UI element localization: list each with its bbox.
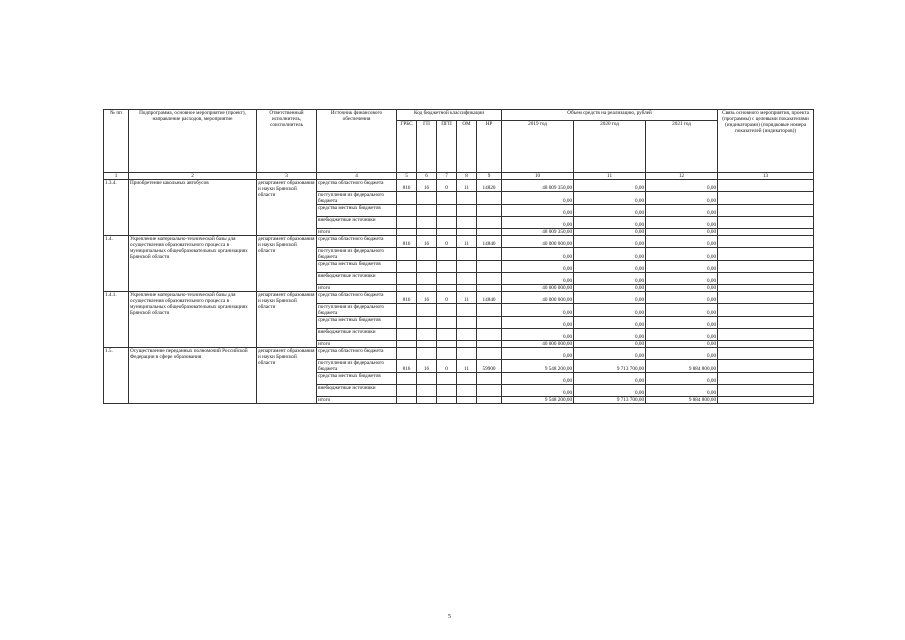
source-label: средства местных бюджетов — [317, 317, 397, 329]
amount-2021: 0,00 — [646, 373, 718, 385]
header-source: Источник финансового обеспечения — [317, 110, 397, 173]
kbk-grbs: 816 — [397, 236, 417, 248]
kbk-nr: 14820 — [477, 180, 502, 192]
source-label: средства местных бюджетов — [317, 261, 397, 273]
kbk-pgp — [437, 261, 457, 273]
kbk-pgp — [437, 317, 457, 329]
header-year-2019: 2019 год — [502, 121, 574, 173]
kbk-om — [457, 373, 477, 385]
kbk-pgp — [437, 397, 457, 404]
source-label: средства местных бюджетов — [317, 205, 397, 217]
col-number: 9 — [477, 173, 502, 180]
amount-2021: 0,00 — [646, 192, 718, 205]
header-year-2021: 2021 год — [646, 121, 718, 173]
amount-2019: 0,00 — [502, 373, 574, 385]
source-label: итого — [317, 229, 397, 236]
kbk-om: 11 — [457, 360, 477, 373]
source-label: поступления из федерального бюджета — [317, 304, 397, 317]
kbk-pgp: 0 — [437, 292, 457, 304]
source-label: итого — [317, 397, 397, 404]
kbk-nr — [477, 348, 502, 360]
kbk-grbs — [397, 373, 417, 385]
section-executor: департамент образования и науки Брянской области — [257, 292, 317, 348]
indicator-link — [718, 373, 814, 385]
kbk-om — [457, 329, 477, 341]
amount-2021: 0,00 — [646, 292, 718, 304]
kbk-nr — [477, 397, 502, 404]
kbk-gp — [417, 329, 437, 341]
kbk-nr — [477, 273, 502, 285]
amount-2020: 0,00 — [574, 304, 646, 317]
kbk-grbs: 816 — [397, 360, 417, 373]
kbk-pgp — [437, 385, 457, 397]
kbk-grbs — [397, 273, 417, 285]
kbk-om — [457, 273, 477, 285]
kbk-gp — [417, 304, 437, 317]
kbk-om — [457, 317, 477, 329]
indicator-link — [718, 397, 814, 404]
indicator-link — [718, 217, 814, 229]
amount-2021: 0,00 — [646, 205, 718, 217]
header-gp: ГП — [417, 121, 437, 173]
total-2019: 40 000 000,00 — [502, 285, 574, 292]
indicator-link — [718, 205, 814, 217]
amount-2019: 0,00 — [502, 317, 574, 329]
source-label: итого — [317, 341, 397, 348]
kbk-om — [457, 248, 477, 261]
amount-2021: 9 884 800,00 — [646, 360, 718, 373]
kbk-om — [457, 341, 477, 348]
source-label: средства местных бюджетов — [317, 373, 397, 385]
kbk-pgp — [437, 373, 457, 385]
header-pgp: ПГП — [437, 121, 457, 173]
amount-2020: 0,00 — [574, 205, 646, 217]
kbk-om — [457, 192, 477, 205]
indicator-link — [718, 385, 814, 397]
section-name: Укрепление материально-технической базы для осуществления образовательного процесса в муниципальных общеобразовательных организациях Брянской области — [129, 236, 257, 292]
section-source-row — [104, 236, 814, 248]
header-kbk: Код бюджетной классификации — [397, 110, 502, 121]
kbk-pgp — [437, 192, 457, 205]
kbk-pgp — [437, 217, 457, 229]
col-number: 4 — [317, 173, 397, 180]
section-number: 1.3.4. — [104, 180, 129, 236]
kbk-nr: 14840 — [477, 292, 502, 304]
amount-2019: 40 000 000,00 — [502, 292, 574, 304]
source-label: поступления из федерального бюджета — [317, 248, 397, 261]
kbk-grbs — [397, 329, 417, 341]
total-2021: 0,00 — [646, 229, 718, 236]
source-label: поступления из федерального бюджета — [317, 360, 397, 373]
section-executor: департамент образования и науки Брянской области — [257, 180, 317, 236]
header-num: № пп — [104, 110, 129, 173]
amount-2021: 0,00 — [646, 248, 718, 261]
amount-2019: 0,00 — [502, 273, 574, 285]
amount-2021: 0,00 — [646, 261, 718, 273]
kbk-nr — [477, 192, 502, 205]
amount-2021: 0,00 — [646, 217, 718, 229]
amount-2019: 0,00 — [502, 304, 574, 317]
source-label: средства областного бюджета — [317, 236, 397, 248]
header-grbs: ГРБС — [397, 121, 417, 173]
kbk-nr — [477, 385, 502, 397]
kbk-gp: 16 — [417, 360, 437, 373]
kbk-grbs — [397, 192, 417, 205]
header-om: ОМ — [457, 121, 477, 173]
kbk-gp — [417, 192, 437, 205]
indicator-link — [718, 341, 814, 348]
kbk-grbs — [397, 341, 417, 348]
kbk-gp — [417, 285, 437, 292]
indicator-link — [718, 348, 814, 360]
source-label: внебюджетные источники — [317, 329, 397, 341]
amount-2021: 0,00 — [646, 348, 718, 360]
kbk-om — [457, 304, 477, 317]
table-body — [104, 180, 814, 404]
kbk-om — [457, 205, 477, 217]
kbk-pgp — [437, 304, 457, 317]
kbk-gp — [417, 348, 437, 360]
kbk-pgp: 0 — [437, 180, 457, 192]
source-label: итого — [317, 285, 397, 292]
amount-2019: 0,00 — [502, 217, 574, 229]
amount-2020: 0,00 — [574, 192, 646, 205]
total-2019: 40 000 000,00 — [502, 341, 574, 348]
total-2021: 0,00 — [646, 341, 718, 348]
kbk-pgp — [437, 273, 457, 285]
kbk-grbs — [397, 385, 417, 397]
col-number: 3 — [257, 173, 317, 180]
amount-2019: 0,00 — [502, 329, 574, 341]
kbk-nr — [477, 217, 502, 229]
source-label: внебюджетные источники — [317, 217, 397, 229]
col-number: 1 — [104, 173, 129, 180]
kbk-om — [457, 229, 477, 236]
indicator-link — [718, 261, 814, 273]
kbk-nr — [477, 304, 502, 317]
source-label: средства областного бюджета — [317, 180, 397, 192]
kbk-pgp — [437, 248, 457, 261]
kbk-om — [457, 385, 477, 397]
kbk-pgp: 0 — [437, 236, 457, 248]
kbk-pgp: 0 — [437, 360, 457, 373]
amount-2020: 0,00 — [574, 348, 646, 360]
kbk-gp — [417, 205, 437, 217]
column-numbers-row — [104, 173, 814, 180]
section-executor: департамент образования и науки Брянской области — [257, 236, 317, 292]
indicator-link — [718, 273, 814, 285]
amount-2019: 0,00 — [502, 192, 574, 205]
amount-2020: 0,00 — [574, 217, 646, 229]
section-source-row — [104, 348, 814, 360]
indicator-link — [718, 360, 814, 373]
kbk-gp — [417, 261, 437, 273]
kbk-grbs — [397, 205, 417, 217]
amount-2020: 0,00 — [574, 248, 646, 261]
indicator-link — [718, 236, 814, 248]
amount-2020: 0,00 — [574, 373, 646, 385]
source-label: внебюджетные источники — [317, 273, 397, 285]
header-link: Связь основного мероприятия, проекта (программы) с целевыми показателями (индикаторами) (порядковые номера показателей (индикаторов)) — [718, 110, 814, 173]
section-name: Приобретение школьных автобусов — [129, 180, 257, 236]
indicator-link — [718, 192, 814, 205]
section-name: Укрепление материально-технической базы для осуществления образовательного процесса в муниципальных общеобразовательных организациях Брянской области — [129, 292, 257, 348]
kbk-grbs: 816 — [397, 292, 417, 304]
amount-2019: 9 548 200,00 — [502, 360, 574, 373]
amount-2021: 0,00 — [646, 329, 718, 341]
kbk-nr — [477, 317, 502, 329]
kbk-gp — [417, 217, 437, 229]
section-executor: департамент образования и науки Брянской области — [257, 348, 317, 404]
kbk-nr — [477, 285, 502, 292]
section-number: 1.4. — [104, 236, 129, 292]
kbk-grbs — [397, 348, 417, 360]
kbk-nr — [477, 205, 502, 217]
col-number: 11 — [574, 173, 646, 180]
total-2019: 9 548 200,00 — [502, 397, 574, 404]
amount-2020: 0,00 — [574, 292, 646, 304]
header-nr: НР — [477, 121, 502, 173]
kbk-nr: 59900 — [477, 360, 502, 373]
section-number: 1.4.1. — [104, 292, 129, 348]
amount-2021: 0,00 — [646, 273, 718, 285]
amount-2019: 40 000 000,00 — [502, 236, 574, 248]
amount-2019: 0,00 — [502, 385, 574, 397]
kbk-gp — [417, 397, 437, 404]
amount-2021: 0,00 — [646, 236, 718, 248]
kbk-grbs — [397, 397, 417, 404]
indicator-link — [718, 292, 814, 304]
amount-2021: 0,00 — [646, 304, 718, 317]
header-volume: Объем средств на реализацию, рублей — [502, 110, 718, 121]
budget-table — [103, 109, 814, 404]
indicator-link — [718, 285, 814, 292]
amount-2021: 0,00 — [646, 180, 718, 192]
amount-2019: 0,00 — [502, 248, 574, 261]
kbk-om — [457, 217, 477, 229]
kbk-om — [457, 261, 477, 273]
kbk-grbs — [397, 248, 417, 261]
kbk-om: 11 — [457, 236, 477, 248]
total-2020: 9 713 700,00 — [574, 397, 646, 404]
header-year-2020: 2020 год — [574, 121, 646, 173]
kbk-gp — [417, 317, 437, 329]
header-name: Подпрограмма, основное мероприятие (проект), направление расходов, мероприятие — [129, 110, 257, 173]
section-source-row — [104, 180, 814, 192]
kbk-gp — [417, 385, 437, 397]
amount-2020: 0,00 — [574, 180, 646, 192]
kbk-pgp — [437, 205, 457, 217]
col-number: 8 — [457, 173, 477, 180]
kbk-grbs: 816 — [397, 180, 417, 192]
source-label: средства областного бюджета — [317, 348, 397, 360]
amount-2020: 0,00 — [574, 236, 646, 248]
kbk-pgp — [437, 229, 457, 236]
kbk-grbs — [397, 317, 417, 329]
indicator-link — [718, 180, 814, 192]
total-2019: 48 009 350,00 — [502, 229, 574, 236]
kbk-gp — [417, 273, 437, 285]
section-number: 1.5. — [104, 348, 129, 404]
amount-2019: 0,00 — [502, 261, 574, 273]
page-number: 5 — [448, 614, 451, 620]
amount-2019: 48 009 350,00 — [502, 180, 574, 192]
total-2020: 0,00 — [574, 341, 646, 348]
kbk-pgp — [437, 329, 457, 341]
kbk-gp — [417, 248, 437, 261]
indicator-link — [718, 304, 814, 317]
table-header — [104, 110, 814, 180]
kbk-gp — [417, 341, 437, 348]
total-2020: 0,00 — [574, 229, 646, 236]
kbk-om: 11 — [457, 292, 477, 304]
kbk-grbs — [397, 304, 417, 317]
kbk-gp — [417, 229, 437, 236]
amount-2020: 9 713 700,00 — [574, 360, 646, 373]
amount-2020: 0,00 — [574, 261, 646, 273]
kbk-gp — [417, 373, 437, 385]
header-executor: Ответственный исполнитель, соисполнитель — [257, 110, 317, 173]
source-label: средства областного бюджета — [317, 292, 397, 304]
col-number: 13 — [718, 173, 814, 180]
kbk-grbs — [397, 261, 417, 273]
indicator-link — [718, 329, 814, 341]
kbk-nr — [477, 329, 502, 341]
kbk-gp: 16 — [417, 180, 437, 192]
indicator-link — [718, 229, 814, 236]
kbk-nr — [477, 229, 502, 236]
kbk-pgp — [437, 348, 457, 360]
section-name: Осуществление переданных полномочий Российской Федерации в сфере образования — [129, 348, 257, 404]
kbk-grbs — [397, 285, 417, 292]
kbk-om — [457, 348, 477, 360]
kbk-pgp — [437, 341, 457, 348]
col-number: 2 — [129, 173, 257, 180]
kbk-grbs — [397, 217, 417, 229]
indicator-link — [718, 248, 814, 261]
amount-2021: 0,00 — [646, 317, 718, 329]
col-number: 6 — [417, 173, 437, 180]
amount-2019: 0,00 — [502, 205, 574, 217]
kbk-nr: 14840 — [477, 236, 502, 248]
kbk-nr — [477, 373, 502, 385]
kbk-pgp — [437, 285, 457, 292]
total-2021: 0,00 — [646, 285, 718, 292]
kbk-om — [457, 285, 477, 292]
total-2021: 9 884 800,00 — [646, 397, 718, 404]
kbk-nr — [477, 341, 502, 348]
kbk-gp: 16 — [417, 236, 437, 248]
kbk-gp: 16 — [417, 292, 437, 304]
col-number: 12 — [646, 173, 718, 180]
kbk-nr — [477, 261, 502, 273]
col-number: 5 — [397, 173, 417, 180]
kbk-nr — [477, 248, 502, 261]
kbk-om: 11 — [457, 180, 477, 192]
amount-2020: 0,00 — [574, 329, 646, 341]
amount-2020: 0,00 — [574, 273, 646, 285]
source-label: внебюджетные источники — [317, 385, 397, 397]
col-number: 10 — [502, 173, 574, 180]
amount-2019: 0,00 — [502, 348, 574, 360]
source-label: поступления из федерального бюджета — [317, 192, 397, 205]
kbk-om — [457, 397, 477, 404]
amount-2020: 0,00 — [574, 385, 646, 397]
kbk-grbs — [397, 229, 417, 236]
section-source-row — [104, 292, 814, 304]
col-number: 7 — [437, 173, 457, 180]
indicator-link — [718, 317, 814, 329]
amount-2020: 0,00 — [574, 317, 646, 329]
total-2020: 0,00 — [574, 285, 646, 292]
amount-2021: 0,00 — [646, 385, 718, 397]
